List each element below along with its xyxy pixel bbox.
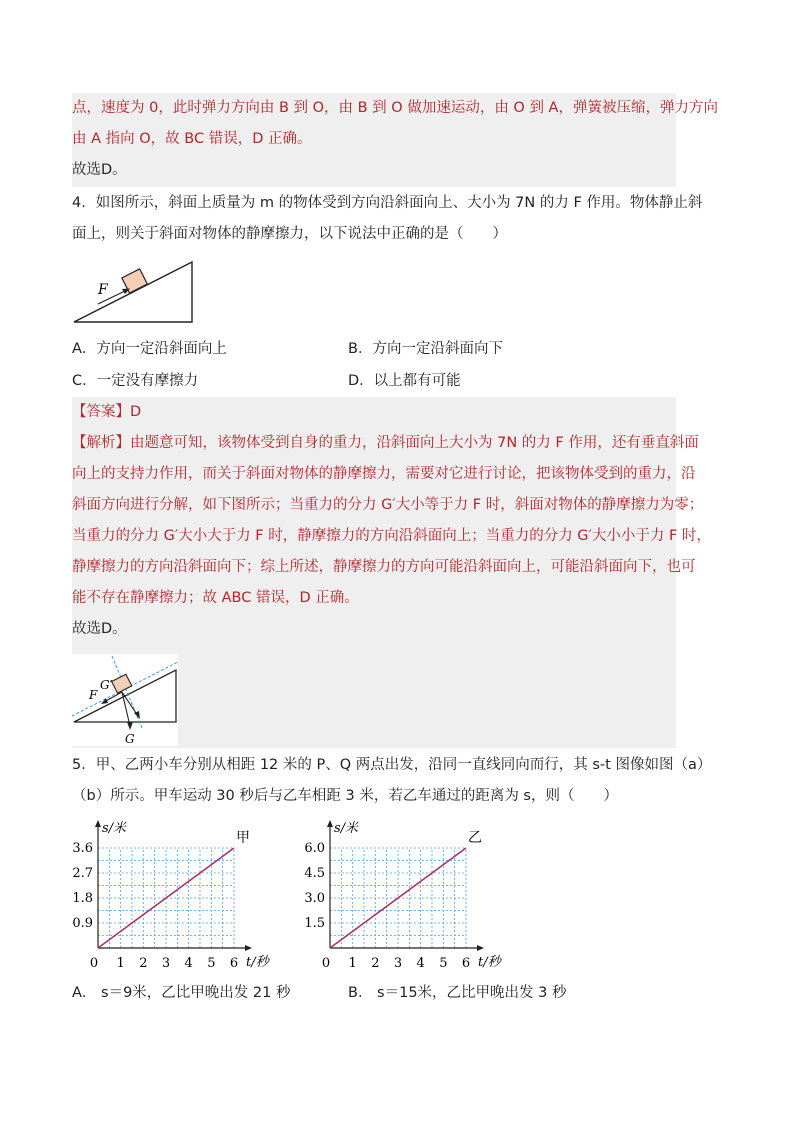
- question-5-line2: （b）所示。甲车运动 30 秒后与乙车相距 3 米，若乙车通过的距离为 s，则（ ）: [72, 788, 618, 804]
- series-name-label: 甲: [236, 830, 250, 846]
- y-axis-arrow: [95, 820, 101, 827]
- x-tick-label: 1: [348, 956, 357, 971]
- q4-answer-line: [72, 397, 676, 428]
- prev-answer-line2: 由 A 指向 O，故 BC 错误，D 正确。: [72, 131, 312, 147]
- y-tick-label: 1.8: [72, 891, 93, 906]
- question-4-line1: 4．如图所示，斜面上质量为 m 的物体受到方向沿斜面向上、大小为 7N 的力 F 作用。物体静止斜: [72, 195, 703, 211]
- x-tick-label: 3: [161, 956, 171, 971]
- series-name-label: 乙: [468, 830, 482, 846]
- question-4-line2: 面上，则关于斜面对物体的静摩擦力，以下说法中正确的是（ ）: [72, 226, 507, 242]
- answer-value: D: [130, 404, 142, 420]
- y-tick-label: 0.9: [72, 916, 93, 931]
- x-axis-arrow: [477, 945, 484, 951]
- x-tick-label: 2: [371, 956, 380, 971]
- x-tick-label: 2: [139, 956, 148, 971]
- q4-conclusion: 故选D。: [72, 621, 127, 637]
- y-tick-label: 6.0: [304, 841, 325, 856]
- analysis-line-6: 能不存在静摩擦力；故 ABC 错误，D 正确。: [72, 590, 359, 606]
- x-axis-label: t/秒: [478, 955, 501, 970]
- analysis-text-1: 由题意可知，该物体受到自身的重力，沿斜面向上大小为 7N 的力 F 作用，还有垂直斜面: [130, 435, 699, 451]
- analysis-line-5: 静摩擦力的方向沿斜面向下；综上所述，静摩擦力的方向可能沿斜面向上，可能沿斜面向下，也可: [72, 559, 696, 575]
- analysis-line-4: 当重力的分力 G′大小大于力 F 时，静摩擦力的方向沿斜面向上；当重力的分力 G′大小小于力 F 时，: [72, 528, 711, 544]
- prev-answer-block: [72, 93, 718, 187]
- incline-figure: [72, 256, 196, 326]
- analysis-line-3: 斜面方向进行分解，如下图所示；当重力的分力 G′大小等于力 F 时，斜面对物体的静摩擦力为零；: [72, 497, 704, 513]
- question-5-stem: [72, 750, 712, 812]
- x-axis-arrow: [245, 945, 252, 951]
- y-tick-label: 4.5: [304, 866, 325, 881]
- analysis-line-1: [72, 428, 699, 459]
- y-tick-label: 2.7: [72, 866, 93, 881]
- q5-option-b[interactable]: B． s＝15米，乙比甲晚出发 3 秒: [348, 985, 567, 1001]
- x-tick-label: 5: [207, 956, 216, 971]
- answer-label: 【答案】: [72, 404, 130, 420]
- question-5-line1: 5．甲、乙两小车分别从相距 12 米的 P、Q 两点出发，沿同一直线同向而行，其 s-t 图像如图（a）: [72, 757, 712, 773]
- F-label: F: [89, 688, 98, 702]
- x-tick-label: 4: [184, 956, 193, 971]
- prev-answer-line1: 点，速度为 0，此时弹力方向由 B 到 O，由 B 到 O 做加速运动，由 O 到 A，弹簧被压缩，弹力方向: [72, 100, 718, 116]
- q4-option-b[interactable]: B．方向一定沿斜面向下: [348, 341, 503, 357]
- x-axis-label: t/秒: [246, 955, 269, 970]
- x-tick-label: 4: [416, 956, 425, 971]
- analysis-label: 【解析】: [72, 435, 130, 451]
- y-axis-label: s/米: [334, 821, 359, 836]
- G-label: G: [125, 732, 135, 746]
- force-decomposition-figure: [72, 654, 178, 746]
- y-axis-label: s/米: [102, 821, 127, 836]
- G-prime-label: G′: [100, 678, 113, 692]
- y-tick-label: 3.0: [304, 891, 325, 906]
- x-tick-label: 6: [229, 956, 239, 971]
- analysis-line-2: 向上的支持力作用，而关于斜面对物体的静摩擦力，需要对它进行讨论，把该物体受到的重力，沿: [72, 466, 696, 482]
- chart-b-yi: [300, 814, 522, 974]
- x-tick-label: 6: [461, 956, 471, 971]
- x-tick-label: 0: [89, 956, 99, 971]
- y-tick-label: 1.5: [304, 916, 325, 931]
- prev-answer-conclusion: 故选D。: [72, 162, 127, 178]
- question-4-stem: [72, 188, 703, 250]
- q5-option-a[interactable]: A． s＝9米，乙比甲晚出发 21 秒: [72, 985, 291, 1001]
- q4-option-c[interactable]: C．一定没有摩擦力: [72, 373, 199, 389]
- y-tick-label: 3.6: [72, 841, 93, 856]
- y-axis-arrow: [327, 820, 333, 827]
- force-F-label: F: [98, 282, 108, 298]
- q4-option-a[interactable]: A．方向一定沿斜面向上: [72, 341, 227, 357]
- q4-option-d[interactable]: D．以上都有可能: [348, 373, 461, 389]
- chart-a-jia: [68, 814, 290, 974]
- x-tick-label: 5: [439, 956, 448, 971]
- x-tick-label: 1: [116, 956, 125, 971]
- x-tick-label: 3: [393, 956, 403, 971]
- x-tick-label: 0: [321, 956, 331, 971]
